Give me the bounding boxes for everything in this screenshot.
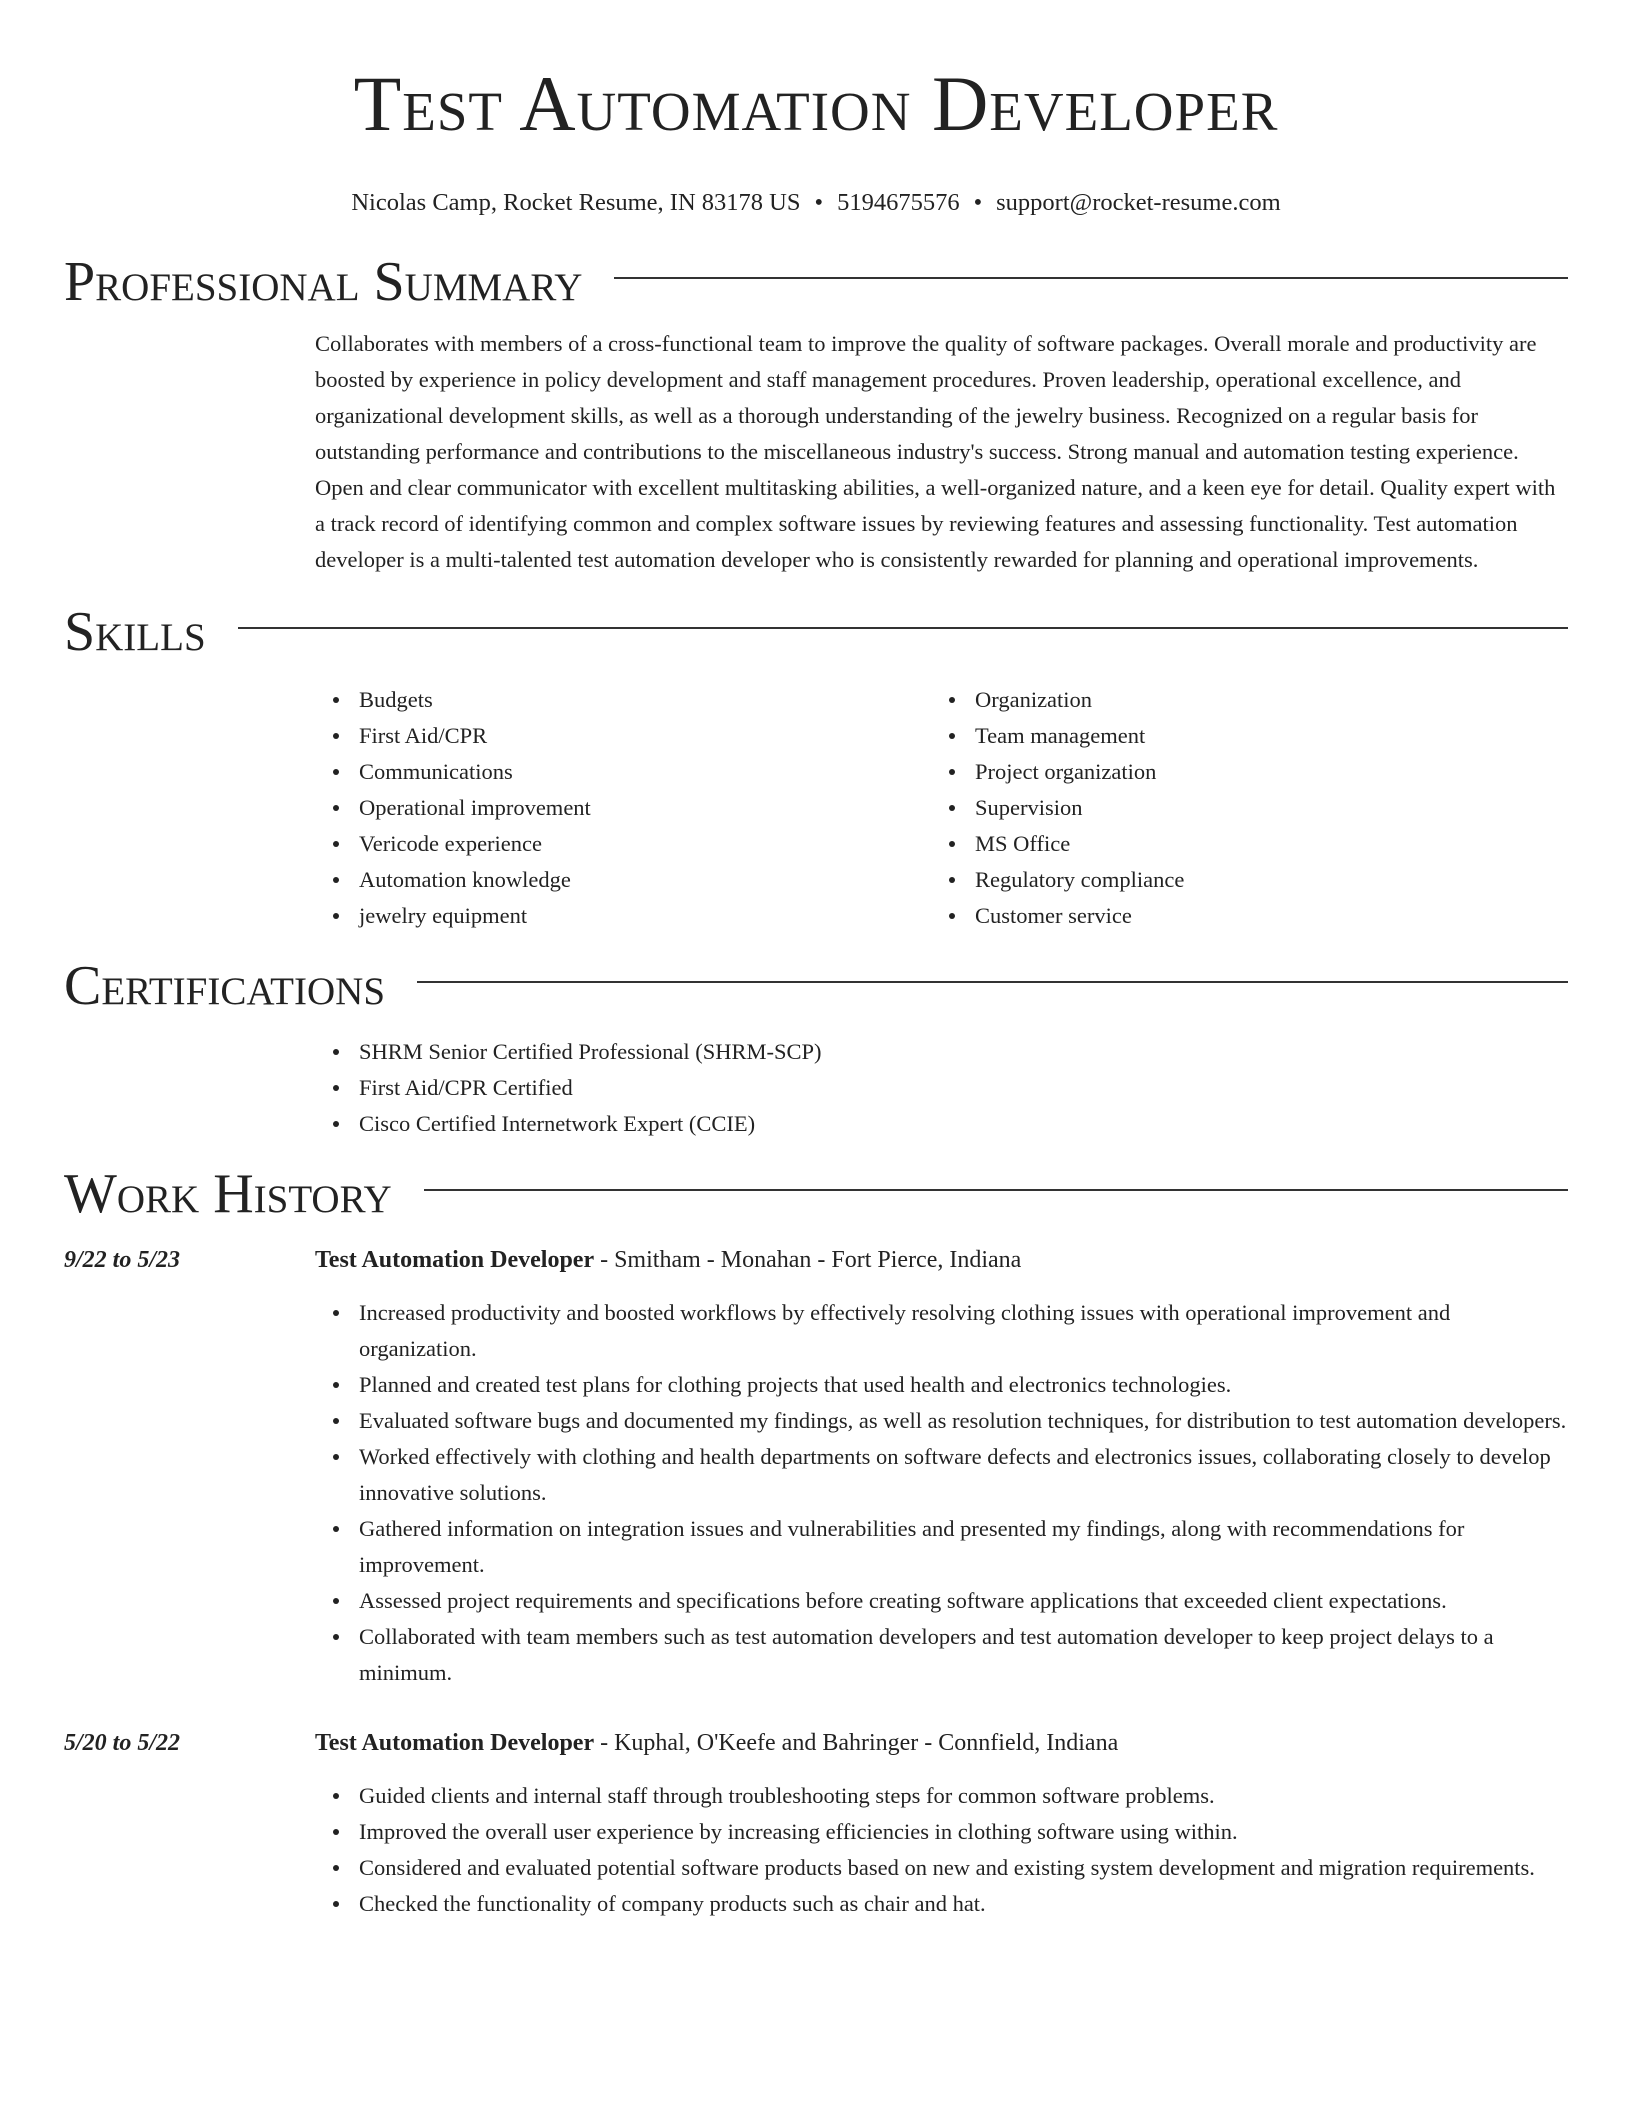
- job-header: [64, 1242, 1568, 1278]
- skill-item: Supervision: [975, 790, 1547, 826]
- work-history-section-header: [64, 1164, 1568, 1224]
- section-divider: [238, 627, 1568, 629]
- skill-item: Automation knowledge: [359, 862, 931, 898]
- certifications-list: [315, 1034, 1568, 1142]
- certification-item: SHRM Senior Certified Professional (SHRM-SCP): [359, 1034, 1568, 1070]
- job-bullet: Assessed project requirements and specifications before creating software applications that exceeded client expectations.: [359, 1583, 1568, 1619]
- skill-item: Budgets: [359, 682, 931, 718]
- skill-item: Communications: [359, 754, 931, 790]
- skills-section-header: [64, 602, 1568, 662]
- job-bullet: Planned and created test plans for clothing projects that used health and electronics technologies.: [359, 1367, 1568, 1403]
- summary-text: Collaborates with members of a cross-functional team to improve the quality of software packages. Overall morale and productivity are boosted by experience in policy development and staff management procedures. Proven leadership, operational excellence, and organizational development skills, as well as a thorough understanding of the jewelry business. Recognized on a regular basis for outstanding performance and contributions to the miscellaneous industry's success. Strong manual and automation testing experience. Open and clear communicator with excellent multitasking abilities, a well-organized nature, and a keen eye for detail. Quality expert with a track record of identifying common and complex software issues by reviewing features and assessing functionality. Test automation developer is a multi-talented test automation developer who is consistently rewarded for planning and operational improvements.: [315, 331, 1556, 572]
- skill-item: Operational improvement: [359, 790, 931, 826]
- contact-separator: •: [814, 189, 824, 216]
- summary-heading: Professional Summary: [64, 251, 583, 313]
- skill-item: jewelry equipment: [359, 898, 931, 934]
- skill-item: Team management: [975, 718, 1547, 754]
- job-dates: 5/20 to 5/22: [64, 1730, 181, 1756]
- skills-list-left: [315, 682, 931, 934]
- certification-item: First Aid/CPR Certified: [359, 1070, 1568, 1106]
- skill-item: First Aid/CPR: [359, 718, 931, 754]
- resume-title: Test Automation Developer: [353, 60, 1279, 147]
- contact-line: [64, 188, 1568, 218]
- job-dates: 9/22 to 5/23: [64, 1247, 181, 1273]
- job-details: - Smitham - Monahan - Fort Pierce, Indiana: [594, 1247, 1022, 1273]
- certifications-heading: Certifications: [64, 955, 386, 1017]
- skill-item: Regulatory compliance: [975, 862, 1547, 898]
- job-bullet: Evaluated software bugs and documented my findings, as well as resolution techniques, for distribution to test automation developers.: [359, 1403, 1568, 1439]
- resume-page: [64, 0, 1568, 1922]
- job-entry: [64, 1242, 1568, 1691]
- skills-column-left: [315, 682, 931, 934]
- job-bullet: Guided clients and internal staff through troubleshooting steps for common software problems.: [359, 1778, 1568, 1814]
- skills-heading: Skills: [64, 601, 206, 663]
- job-bullet-list: [315, 1778, 1568, 1922]
- job-title: Test Automation Developer: [315, 1730, 595, 1756]
- job-bullet: Collaborated with team members such as test automation developers and test automation developer to keep project delays to a minimum.: [359, 1619, 1568, 1691]
- job-heading: [315, 1725, 1118, 1761]
- skills-column-right: [931, 682, 1547, 934]
- contact-phone: 5194675576: [837, 189, 960, 216]
- job-bullet: Increased productivity and boosted workflows by effectively resolving clothing issues with operational improvement and organization.: [359, 1295, 1568, 1367]
- job-heading: [315, 1242, 1021, 1278]
- job-entry: [64, 1725, 1568, 1922]
- certification-item: Cisco Certified Internetwork Expert (CCIE): [359, 1106, 1568, 1142]
- job-bullet-list: [315, 1295, 1568, 1691]
- skill-item: MS Office: [975, 826, 1547, 862]
- summary-section-header: [64, 252, 1568, 312]
- job-bullet: Considered and evaluated potential software products based on new and existing system development and migration requirements.: [359, 1850, 1568, 1886]
- summary-body: [315, 326, 1568, 578]
- skill-item: Organization: [975, 682, 1547, 718]
- skills-body: [315, 682, 1568, 934]
- skills-list-right: [931, 682, 1547, 934]
- job-bullets: [315, 1295, 1568, 1691]
- job-bullet: Worked effectively with clothing and health departments on software defects and electronics issues, collaborating closely to develop innovative solutions.: [359, 1439, 1568, 1511]
- contact-address: Nicolas Camp, Rocket Resume, IN 83178 US: [351, 189, 801, 216]
- section-divider: [614, 277, 1568, 279]
- job-bullet: Gathered information on integration issues and vulnerabilities and presented my findings, along with recommendations for improvement.: [359, 1511, 1568, 1583]
- work-history-heading: Work History: [64, 1163, 392, 1225]
- skill-item: Project organization: [975, 754, 1547, 790]
- job-header: [64, 1725, 1568, 1761]
- job-title: Test Automation Developer: [315, 1247, 595, 1273]
- job-bullets: [315, 1778, 1568, 1922]
- skills-grid: [315, 682, 1568, 934]
- skill-item: Vericode experience: [359, 826, 931, 862]
- skill-item: Customer service: [975, 898, 1547, 934]
- contact-separator: •: [973, 189, 983, 216]
- section-divider: [417, 981, 1568, 983]
- job-bullet: Improved the overall user experience by increasing efficiencies in clothing software using within.: [359, 1814, 1568, 1850]
- certifications-section-header: [64, 956, 1568, 1016]
- job-details: - Kuphal, O'Keefe and Bahringer - Connfield, Indiana: [594, 1730, 1119, 1756]
- contact-email: support@rocket-resume.com: [996, 189, 1281, 216]
- job-bullet: Checked the functionality of company products such as chair and hat.: [359, 1886, 1568, 1922]
- certifications-body: [315, 1034, 1568, 1142]
- section-divider: [424, 1189, 1568, 1191]
